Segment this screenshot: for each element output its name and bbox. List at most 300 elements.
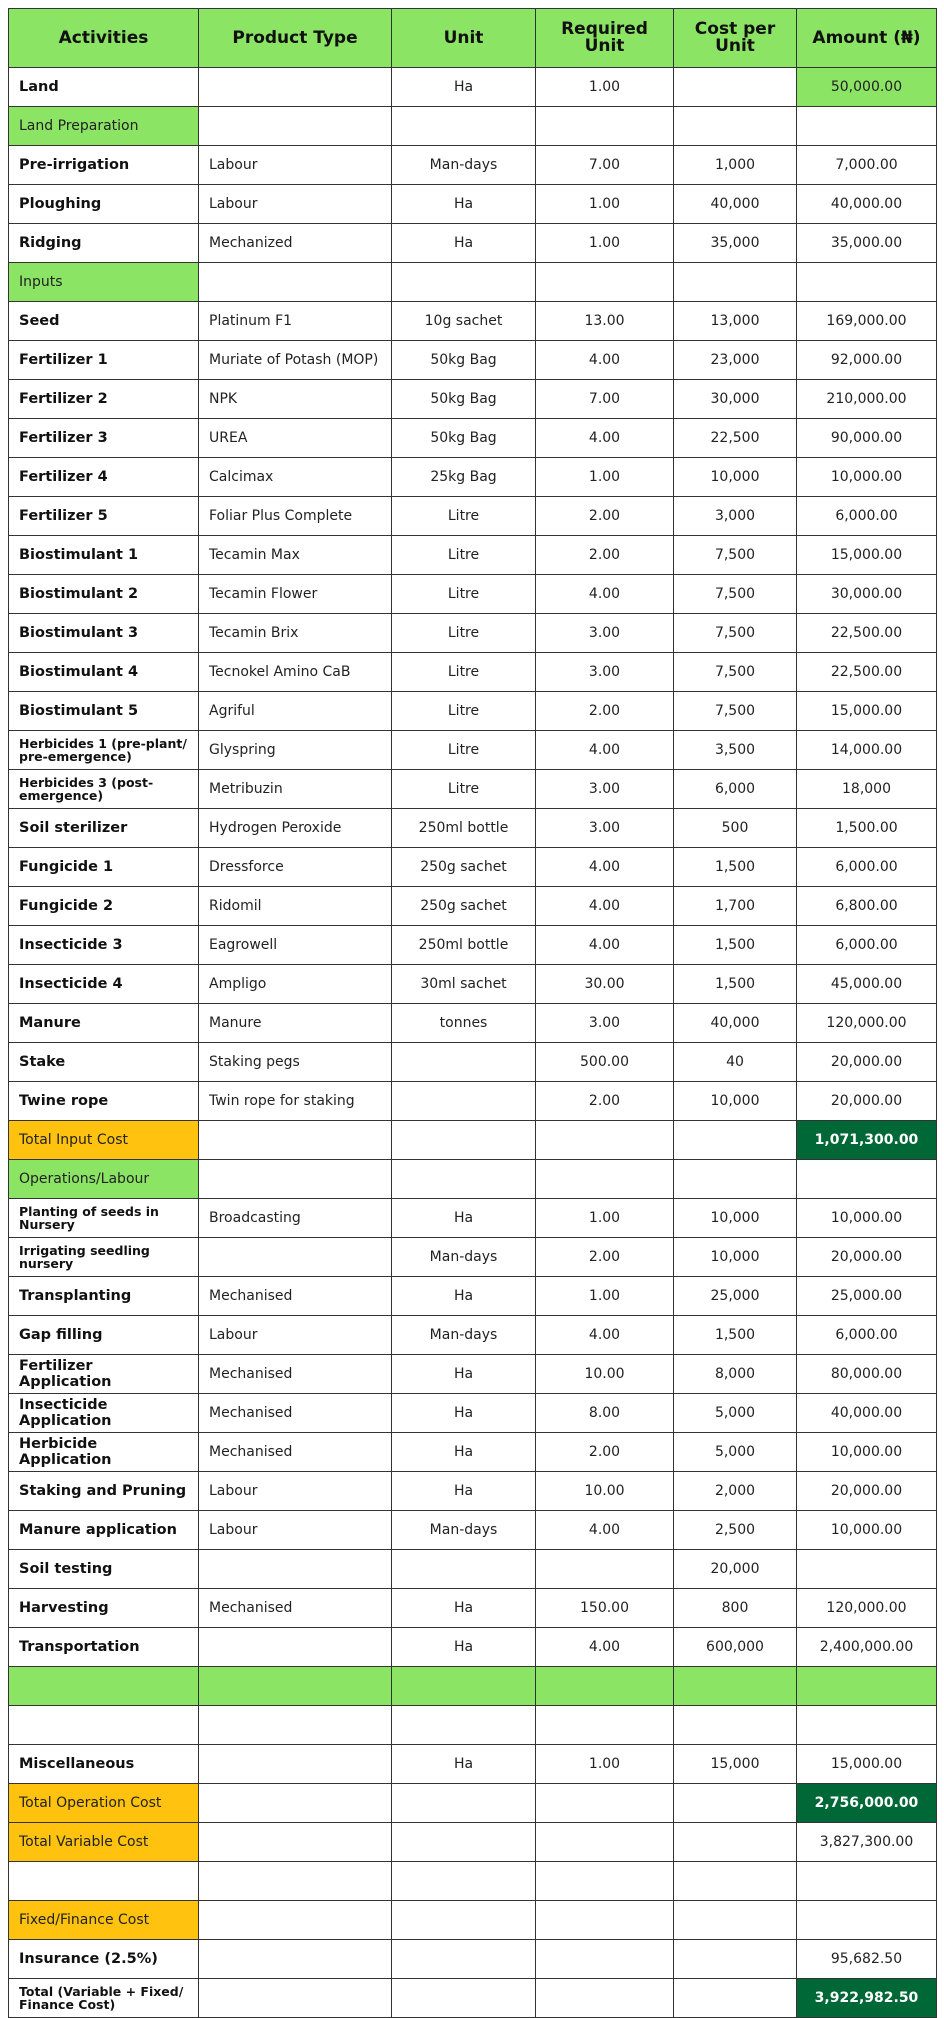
amount-cell: 15,000.00: [797, 692, 937, 731]
amount-cell: 35,000.00: [797, 224, 937, 263]
unit-cell: Ha: [392, 1394, 536, 1433]
amount-cell: 6,000.00: [797, 1316, 937, 1355]
required-unit-cell: 4.00: [536, 848, 674, 887]
product-type-cell: Mechanised: [199, 1355, 392, 1394]
table-row: [9, 965, 937, 1004]
required-unit-cell: 4.00: [536, 1628, 674, 1667]
table-row: [9, 185, 937, 224]
cost-per-unit-cell: 23,000: [674, 341, 797, 380]
amount-cell: 169,000.00: [797, 302, 937, 341]
empty-cell: [199, 1901, 392, 1940]
empty-cell: [797, 107, 937, 146]
total-label: Total Input Cost: [9, 1121, 199, 1160]
table-row: [9, 536, 937, 575]
amount-cell: 10,000.00: [797, 1433, 937, 1472]
required-unit-cell: 2.00: [536, 497, 674, 536]
empty-cell: [199, 263, 392, 302]
table-row: [9, 1043, 937, 1082]
empty-cell: [674, 263, 797, 302]
required-unit-cell: 2.00: [536, 692, 674, 731]
header-amount: Amount (₦): [797, 9, 937, 68]
product-type-cell: Dressforce: [199, 848, 392, 887]
amount-cell: 20,000.00: [797, 1043, 937, 1082]
cost-per-unit-cell: 20,000: [674, 1550, 797, 1589]
product-type-cell: Mechanised: [199, 1433, 392, 1472]
total-row: [9, 1784, 937, 1823]
amount-cell: 40,000.00: [797, 185, 937, 224]
unit-cell: Man-days: [392, 1511, 536, 1550]
unit-cell: 50kg Bag: [392, 380, 536, 419]
unit-cell: 30ml sachet: [392, 965, 536, 1004]
required-unit-cell: 1.00: [536, 1199, 674, 1238]
unit-cell: 50kg Bag: [392, 341, 536, 380]
product-type-cell: [199, 1628, 392, 1667]
table-row: [9, 1355, 937, 1394]
table-row: [9, 1004, 937, 1043]
required-unit-cell: 500.00: [536, 1043, 674, 1082]
product-type-cell: Tecamin Flower: [199, 575, 392, 614]
required-unit-cell: 150.00: [536, 1589, 674, 1628]
unit-cell: 250g sachet: [392, 848, 536, 887]
total-label: Fixed/Finance Cost: [9, 1901, 199, 1940]
empty-cell: [392, 1901, 536, 1940]
empty-cell: [674, 1160, 797, 1199]
empty-cell: [536, 1667, 674, 1706]
section-header-row: [9, 107, 937, 146]
table-row: [9, 458, 937, 497]
product-type-cell: [199, 1940, 392, 1979]
required-unit-cell: 1.00: [536, 185, 674, 224]
cost-per-unit-cell: 1,500: [674, 848, 797, 887]
empty-cell: [199, 1823, 392, 1862]
cost-per-unit-cell: 8,000: [674, 1355, 797, 1394]
amount-cell: 6,800.00: [797, 887, 937, 926]
required-unit-cell: 4.00: [536, 1511, 674, 1550]
required-unit-cell: 4.00: [536, 731, 674, 770]
product-type-cell: Labour: [199, 146, 392, 185]
unit-cell: Ha: [392, 1277, 536, 1316]
product-type-cell: Eagrowell: [199, 926, 392, 965]
required-unit-cell: 2.00: [536, 1238, 674, 1277]
empty-cell: [392, 1862, 536, 1901]
activity-cell: Fertilizer 4: [9, 458, 199, 497]
table-row: [9, 1238, 937, 1277]
cost-per-unit-cell: 7,500: [674, 692, 797, 731]
product-type-cell: Mechanised: [199, 1277, 392, 1316]
required-unit-cell: 2.00: [536, 536, 674, 575]
unit-cell: Litre: [392, 497, 536, 536]
total-label: Total Variable Cost: [9, 1823, 199, 1862]
unit-cell: Litre: [392, 731, 536, 770]
empty-cell: [536, 107, 674, 146]
cost-per-unit-cell: 7,500: [674, 653, 797, 692]
amount-cell: 95,682.50: [797, 1940, 937, 1979]
cost-per-unit-cell: 5,000: [674, 1394, 797, 1433]
section-label: Operations/Labour: [9, 1160, 199, 1199]
activity-cell: Gap filling: [9, 1316, 199, 1355]
table-row: [9, 1550, 937, 1589]
cost-per-unit-cell: 1,500: [674, 1316, 797, 1355]
empty-cell: [199, 1706, 392, 1745]
table-row: [9, 380, 937, 419]
empty-cell: [674, 1901, 797, 1940]
product-type-cell: NPK: [199, 380, 392, 419]
activity-cell: Fertilizer Application: [9, 1355, 199, 1394]
unit-cell: Litre: [392, 536, 536, 575]
cost-per-unit-cell: 10,000: [674, 1238, 797, 1277]
amount-cell: 22,500.00: [797, 614, 937, 653]
product-type-cell: Tecnokel Amino CaB: [199, 653, 392, 692]
unit-cell: Man-days: [392, 1316, 536, 1355]
required-unit-cell: 10.00: [536, 1472, 674, 1511]
table-row: [9, 1082, 937, 1121]
activity-cell: Seed: [9, 302, 199, 341]
amount-cell: 30,000.00: [797, 575, 937, 614]
empty-cell: [797, 1667, 937, 1706]
activity-cell: Land: [9, 68, 199, 107]
product-type-cell: Labour: [199, 185, 392, 224]
cost-per-unit-cell: 10,000: [674, 1199, 797, 1238]
activity-cell: Total (Variable + Fixed/ Finance Cost): [9, 1979, 199, 2018]
amount-cell: 20,000.00: [797, 1082, 937, 1121]
amount-cell: 25,000.00: [797, 1277, 937, 1316]
unit-cell: Ha: [392, 1472, 536, 1511]
table-row: [9, 926, 937, 965]
activity-cell: Transportation: [9, 1628, 199, 1667]
empty-cell: [797, 1706, 937, 1745]
activity-cell: Ridging: [9, 224, 199, 263]
cost-per-unit-cell: 10,000: [674, 458, 797, 497]
total-row: [9, 1823, 937, 1862]
product-type-cell: Hydrogen Peroxide: [199, 809, 392, 848]
product-type-cell: Manure: [199, 1004, 392, 1043]
product-type-cell: [199, 1238, 392, 1277]
activity-cell: Harvesting: [9, 1589, 199, 1628]
empty-cell: [392, 1823, 536, 1862]
activity-cell: Insecticide 4: [9, 965, 199, 1004]
table-row: [9, 575, 937, 614]
product-type-cell: Tecamin Brix: [199, 614, 392, 653]
amount-cell: 15,000.00: [797, 536, 937, 575]
amount-cell: 50,000.00: [797, 68, 937, 107]
table-row: [9, 341, 937, 380]
cost-per-unit-cell: 15,000: [674, 1745, 797, 1784]
required-unit-cell: 30.00: [536, 965, 674, 1004]
amount-cell: 22,500.00: [797, 653, 937, 692]
product-type-cell: Ridomil: [199, 887, 392, 926]
product-type-cell: Metribuzin: [199, 770, 392, 809]
activity-cell: Pre-irrigation: [9, 146, 199, 185]
activity-cell: Fungicide 1: [9, 848, 199, 887]
cost-per-unit-cell: 1,000: [674, 146, 797, 185]
required-unit-cell: 3.00: [536, 809, 674, 848]
amount-cell: 15,000.00: [797, 1745, 937, 1784]
required-unit-cell: 3.00: [536, 653, 674, 692]
amount-cell: 120,000.00: [797, 1589, 937, 1628]
empty-cell: [797, 1862, 937, 1901]
unit-cell: Litre: [392, 692, 536, 731]
cost-per-unit-cell: 1,500: [674, 926, 797, 965]
product-type-cell: Calcimax: [199, 458, 392, 497]
product-type-cell: Tecamin Max: [199, 536, 392, 575]
amount-cell: 14,000.00: [797, 731, 937, 770]
empty-cell: [536, 1901, 674, 1940]
unit-cell: Ha: [392, 1433, 536, 1472]
amount-cell: 7,000.00: [797, 146, 937, 185]
required-unit-cell: 3.00: [536, 614, 674, 653]
required-unit-cell: 1.00: [536, 68, 674, 107]
cost-per-unit-cell: 10,000: [674, 1082, 797, 1121]
activity-cell: Planting of seeds in Nursery: [9, 1199, 199, 1238]
activity-cell: Fungicide 2: [9, 887, 199, 926]
amount-cell: [797, 1550, 937, 1589]
empty-cell: [199, 1121, 392, 1160]
unit-cell: Litre: [392, 614, 536, 653]
activity-cell: Ploughing: [9, 185, 199, 224]
activity-cell: Manure application: [9, 1511, 199, 1550]
cost-per-unit-cell: 7,500: [674, 614, 797, 653]
product-type-cell: Labour: [199, 1472, 392, 1511]
table-row: [9, 1940, 937, 1979]
section-header-row: [9, 263, 937, 302]
product-type-cell: [199, 68, 392, 107]
table-row: [9, 1277, 937, 1316]
activity-cell: Staking and Pruning: [9, 1472, 199, 1511]
required-unit-cell: 2.00: [536, 1433, 674, 1472]
blank-row: [9, 1706, 937, 1745]
empty-cell: [674, 1862, 797, 1901]
empty-cell: [199, 1784, 392, 1823]
empty-cell: [9, 1667, 199, 1706]
unit-cell: 250ml bottle: [392, 809, 536, 848]
empty-cell: [199, 107, 392, 146]
product-type-cell: Staking pegs: [199, 1043, 392, 1082]
amount-cell: 90,000.00: [797, 419, 937, 458]
amount-cell: 3,922,982.50: [797, 1979, 937, 2018]
product-type-cell: [199, 1745, 392, 1784]
empty-cell: [536, 1862, 674, 1901]
unit-cell: [392, 1550, 536, 1589]
cost-per-unit-cell: 6,000: [674, 770, 797, 809]
crop-budget-table: [8, 8, 937, 2018]
amount-cell: 20,000.00: [797, 1472, 937, 1511]
table-row: [9, 848, 937, 887]
product-type-cell: Broadcasting: [199, 1199, 392, 1238]
empty-cell: [199, 1160, 392, 1199]
empty-cell: [536, 1784, 674, 1823]
cost-per-unit-cell: [674, 1940, 797, 1979]
activity-cell: Herbicides 3 (post-emergence): [9, 770, 199, 809]
empty-cell: [674, 1667, 797, 1706]
product-type-cell: Platinum F1: [199, 302, 392, 341]
cost-per-unit-cell: 600,000: [674, 1628, 797, 1667]
product-type-cell: Twin rope for staking: [199, 1082, 392, 1121]
cost-per-unit-cell: 1,700: [674, 887, 797, 926]
required-unit-cell: 1.00: [536, 224, 674, 263]
amount-cell: 10,000.00: [797, 458, 937, 497]
empty-cell: [674, 1784, 797, 1823]
activity-cell: Fertilizer 1: [9, 341, 199, 380]
empty-cell: [9, 1862, 199, 1901]
table-row: [9, 224, 937, 263]
amount-cell: 92,000.00: [797, 341, 937, 380]
activity-cell: Soil testing: [9, 1550, 199, 1589]
required-unit-cell: 1.00: [536, 1277, 674, 1316]
empty-cell: [392, 1121, 536, 1160]
table-row: [9, 497, 937, 536]
empty-cell: [392, 1667, 536, 1706]
unit-cell: [392, 1043, 536, 1082]
amount-cell: 10,000.00: [797, 1199, 937, 1238]
product-type-cell: Labour: [199, 1316, 392, 1355]
table-row: [9, 653, 937, 692]
table-row: [9, 1628, 937, 1667]
unit-cell: Litre: [392, 653, 536, 692]
cost-per-unit-cell: 22,500: [674, 419, 797, 458]
activity-cell: Insecticide 3: [9, 926, 199, 965]
section-header-row: [9, 1160, 937, 1199]
amount-cell: 210,000.00: [797, 380, 937, 419]
total-row: [9, 1901, 937, 1940]
empty-cell: [199, 1667, 392, 1706]
cost-per-unit-cell: [674, 68, 797, 107]
empty-cell: [536, 1160, 674, 1199]
empty-cell: [674, 1121, 797, 1160]
empty-cell: [536, 1706, 674, 1745]
unit-cell: [392, 1940, 536, 1979]
amount-cell: 2,400,000.00: [797, 1628, 937, 1667]
unit-cell: Litre: [392, 770, 536, 809]
cost-per-unit-cell: 3,500: [674, 731, 797, 770]
table-row: [9, 887, 937, 926]
total-row: [9, 1121, 937, 1160]
unit-cell: Ha: [392, 1199, 536, 1238]
cost-per-unit-cell: 3,000: [674, 497, 797, 536]
amount-cell: 120,000.00: [797, 1004, 937, 1043]
cost-per-unit-cell: 2,000: [674, 1472, 797, 1511]
cost-per-unit-cell: 40,000: [674, 1004, 797, 1043]
required-unit-cell: 4.00: [536, 926, 674, 965]
total-amount: 1,071,300.00: [797, 1121, 937, 1160]
empty-cell: [392, 263, 536, 302]
unit-cell: Ha: [392, 185, 536, 224]
product-type-cell: Labour: [199, 1511, 392, 1550]
activity-cell: Biostimulant 3: [9, 614, 199, 653]
amount-cell: 40,000.00: [797, 1394, 937, 1433]
total-amount: [797, 1901, 937, 1940]
activity-cell: Biostimulant 1: [9, 536, 199, 575]
amount-cell: 1,500.00: [797, 809, 937, 848]
unit-cell: Man-days: [392, 1238, 536, 1277]
table-row: [9, 692, 937, 731]
amount-cell: 6,000.00: [797, 497, 937, 536]
cost-per-unit-cell: 13,000: [674, 302, 797, 341]
header-cost-per-unit: Cost per Unit: [674, 9, 797, 68]
blank-row: [9, 1862, 937, 1901]
total-amount: 2,756,000.00: [797, 1784, 937, 1823]
activity-cell: Twine rope: [9, 1082, 199, 1121]
required-unit-cell: 1.00: [536, 458, 674, 497]
required-unit-cell: 1.00: [536, 1745, 674, 1784]
amount-cell: 18,000: [797, 770, 937, 809]
total-label: Total Operation Cost: [9, 1784, 199, 1823]
budget-sheet: [8, 8, 936, 2018]
product-type-cell: Foliar Plus Complete: [199, 497, 392, 536]
empty-cell: [797, 263, 937, 302]
activity-cell: Insurance (2.5%): [9, 1940, 199, 1979]
required-unit-cell: 4.00: [536, 419, 674, 458]
unit-cell: Ha: [392, 68, 536, 107]
amount-cell: 20,000.00: [797, 1238, 937, 1277]
activity-cell: Fertilizer 3: [9, 419, 199, 458]
cost-per-unit-cell: 500: [674, 809, 797, 848]
cost-per-unit-cell: 5,000: [674, 1433, 797, 1472]
unit-cell: 10g sachet: [392, 302, 536, 341]
activity-cell: Fertilizer 5: [9, 497, 199, 536]
product-type-cell: Glyspring: [199, 731, 392, 770]
empty-cell: [674, 107, 797, 146]
activity-cell: Transplanting: [9, 1277, 199, 1316]
cost-per-unit-cell: 800: [674, 1589, 797, 1628]
empty-cell: [536, 263, 674, 302]
cost-per-unit-cell: 40,000: [674, 185, 797, 224]
table-row: [9, 1472, 937, 1511]
activity-cell: Manure: [9, 1004, 199, 1043]
section-label: Inputs: [9, 263, 199, 302]
required-unit-cell: 4.00: [536, 575, 674, 614]
product-type-cell: Agriful: [199, 692, 392, 731]
cost-per-unit-cell: 1,500: [674, 965, 797, 1004]
empty-cell: [536, 1121, 674, 1160]
table-body: [9, 68, 937, 2018]
empty-cell: [674, 1706, 797, 1745]
empty-cell: [536, 1823, 674, 1862]
table-row: [9, 1199, 937, 1238]
amount-cell: 6,000.00: [797, 848, 937, 887]
activity-cell: Herbicides 1 (pre-plant/ pre-emergence): [9, 731, 199, 770]
table-row: [9, 1589, 937, 1628]
unit-cell: tonnes: [392, 1004, 536, 1043]
unit-cell: Ha: [392, 1628, 536, 1667]
table-row: [9, 1316, 937, 1355]
required-unit-cell: 4.00: [536, 887, 674, 926]
product-type-cell: [199, 1550, 392, 1589]
activity-cell: Biostimulant 4: [9, 653, 199, 692]
empty-cell: [392, 1784, 536, 1823]
required-unit-cell: 13.00: [536, 302, 674, 341]
unit-cell: 250ml bottle: [392, 926, 536, 965]
unit-cell: Ha: [392, 1745, 536, 1784]
empty-cell: [674, 1823, 797, 1862]
activity-cell: Herbicide Application: [9, 1433, 199, 1472]
required-unit-cell: 3.00: [536, 1004, 674, 1043]
header-unit: Unit: [392, 9, 536, 68]
activity-cell: Biostimulant 5: [9, 692, 199, 731]
unit-cell: 25kg Bag: [392, 458, 536, 497]
product-type-cell: Muriate of Potash (MOP): [199, 341, 392, 380]
cost-per-unit-cell: 40: [674, 1043, 797, 1082]
table-row: [9, 731, 937, 770]
cost-per-unit-cell: 7,500: [674, 575, 797, 614]
table-row: [9, 1433, 937, 1472]
activity-cell: Soil sterilizer: [9, 809, 199, 848]
required-unit-cell: 4.00: [536, 341, 674, 380]
product-type-cell: Mechanized: [199, 224, 392, 263]
required-unit-cell: 4.00: [536, 1316, 674, 1355]
product-type-cell: Mechanised: [199, 1589, 392, 1628]
product-type-cell: Ampligo: [199, 965, 392, 1004]
required-unit-cell: 7.00: [536, 380, 674, 419]
